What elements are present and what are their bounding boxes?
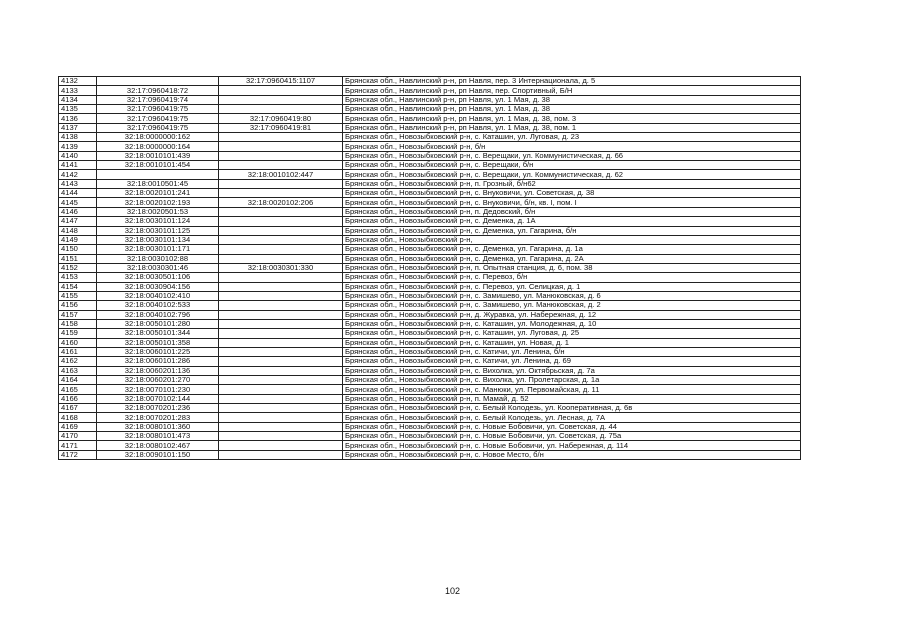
address-cell: Брянская обл., Навлинский р-н, рп Навля, ул. 1 Мая, д. 38, пом. 3 bbox=[343, 114, 801, 123]
property-register-body bbox=[59, 77, 801, 460]
land-cadastral-number-cell: 32:18:0040102:410 bbox=[97, 291, 219, 300]
table-row bbox=[59, 441, 801, 450]
row-number-cell: 4168 bbox=[59, 413, 97, 422]
property-register-table bbox=[58, 76, 801, 460]
building-cadastral-number-cell: 32:18:0030301:330 bbox=[219, 263, 343, 272]
land-cadastral-number-cell: 32:18:0000000:164 bbox=[97, 142, 219, 151]
table-row bbox=[59, 263, 801, 272]
row-number-cell: 4164 bbox=[59, 376, 97, 385]
table-row bbox=[59, 301, 801, 310]
address-cell: Брянская обл., Новозыбковский р-н, п. Опытная станция, д. 6, пом. 38 bbox=[343, 263, 801, 272]
row-number-cell: 4154 bbox=[59, 282, 97, 291]
table-row bbox=[59, 161, 801, 170]
table-row bbox=[59, 432, 801, 441]
row-number-cell: 4171 bbox=[59, 441, 97, 450]
table-row bbox=[59, 291, 801, 300]
land-cadastral-number-cell: 32:18:0020501:53 bbox=[97, 207, 219, 216]
building-cadastral-number-cell bbox=[219, 86, 343, 95]
table-row bbox=[59, 422, 801, 431]
address-cell: Брянская обл., Новозыбковский р-н, с. Деменка, ул. Гагарина, д. 2А bbox=[343, 254, 801, 263]
row-number-cell: 4162 bbox=[59, 357, 97, 366]
building-cadastral-number-cell bbox=[219, 179, 343, 188]
land-cadastral-number-cell: 32:17:0960418:72 bbox=[97, 86, 219, 95]
land-cadastral-number-cell: 32:18:0000000:162 bbox=[97, 133, 219, 142]
row-number-cell: 4134 bbox=[59, 95, 97, 104]
building-cadastral-number-cell bbox=[219, 413, 343, 422]
table-row bbox=[59, 179, 801, 188]
row-number-cell: 4156 bbox=[59, 301, 97, 310]
page-number: 102 bbox=[444, 586, 461, 596]
land-cadastral-number-cell: 32:18:0010101:439 bbox=[97, 151, 219, 160]
building-cadastral-number-cell bbox=[219, 282, 343, 291]
table-row bbox=[59, 310, 801, 319]
building-cadastral-number-cell bbox=[219, 376, 343, 385]
building-cadastral-number-cell bbox=[219, 291, 343, 300]
table-row bbox=[59, 413, 801, 422]
address-cell: Брянская обл., Новозыбковский р-н, с. Новые Бобовичи, ул. Советская, д. 75а bbox=[343, 432, 801, 441]
table-row bbox=[59, 319, 801, 328]
land-cadastral-number-cell bbox=[97, 170, 219, 179]
land-cadastral-number-cell: 32:18:0030301:46 bbox=[97, 263, 219, 272]
address-cell: Брянская обл., Новозыбковский р-н, п. Дедовский, б/н bbox=[343, 207, 801, 216]
address-cell: Брянская обл., Новозыбковский р-н, с. Замишево, ул. Манюковская, д. 6 bbox=[343, 291, 801, 300]
table-row bbox=[59, 151, 801, 160]
address-cell: Брянская обл., Новозыбковский р-н, с. Катичи, ул. Ленина, б/н bbox=[343, 347, 801, 356]
row-number-cell: 4159 bbox=[59, 329, 97, 338]
address-cell: Брянская обл., Новозыбковский р-н, с. Каташин, ул. Луговая, д. 23 bbox=[343, 133, 801, 142]
table-row bbox=[59, 95, 801, 104]
building-cadastral-number-cell bbox=[219, 432, 343, 441]
building-cadastral-number-cell bbox=[219, 404, 343, 413]
row-number-cell: 4146 bbox=[59, 207, 97, 216]
building-cadastral-number-cell bbox=[219, 133, 343, 142]
building-cadastral-number-cell bbox=[219, 189, 343, 198]
address-cell: Брянская обл., Новозыбковский р-н, с. Новое Место, б/н bbox=[343, 450, 801, 459]
row-number-cell: 4147 bbox=[59, 217, 97, 226]
address-cell: Брянская обл., Новозыбковский р-н, с. Каташин, ул. Луговая, д. 25 bbox=[343, 329, 801, 338]
land-cadastral-number-cell: 32:18:0070101:230 bbox=[97, 385, 219, 394]
land-cadastral-number-cell: 32:18:0030102:88 bbox=[97, 254, 219, 263]
address-cell: Брянская обл., Навлинский р-н, рп Навля, ул. 1 Мая, д. 38, пом. 1 bbox=[343, 123, 801, 132]
row-number-cell: 4150 bbox=[59, 245, 97, 254]
building-cadastral-number-cell bbox=[219, 226, 343, 235]
table-row bbox=[59, 86, 801, 95]
building-cadastral-number-cell bbox=[219, 394, 343, 403]
address-cell: Брянская обл., Новозыбковский р-н, с. Белый Колодезь, ул. Лесная, д. 7А bbox=[343, 413, 801, 422]
building-cadastral-number-cell bbox=[219, 422, 343, 431]
address-cell: Брянская обл., Новозыбковский р-н, с. Верещаки, ул. Коммунистическая, д. 62 bbox=[343, 170, 801, 179]
address-cell: Брянская обл., Новозыбковский р-н, с. Каташин, ул. Новая, д. 1 bbox=[343, 338, 801, 347]
building-cadastral-number-cell bbox=[219, 347, 343, 356]
table-row bbox=[59, 105, 801, 114]
address-cell: Брянская обл., Новозыбковский р-н, с. Деменка, ул. Гагарина, д. 1а bbox=[343, 245, 801, 254]
table-row bbox=[59, 133, 801, 142]
building-cadastral-number-cell bbox=[219, 235, 343, 244]
land-cadastral-number-cell: 32:18:0030101:125 bbox=[97, 226, 219, 235]
address-cell: Брянская обл., Новозыбковский р-н, с. Новые Бобовичи, ул. Набережная, д. 114 bbox=[343, 441, 801, 450]
row-number-cell: 4158 bbox=[59, 319, 97, 328]
row-number-cell: 4144 bbox=[59, 189, 97, 198]
address-cell: Брянская обл., Новозыбковский р-н, с. Катичи, ул. Ленина, д. 69 bbox=[343, 357, 801, 366]
land-cadastral-number-cell: 32:18:0030501:106 bbox=[97, 273, 219, 282]
building-cadastral-number-cell bbox=[219, 329, 343, 338]
row-number-cell: 4133 bbox=[59, 86, 97, 95]
row-number-cell: 4135 bbox=[59, 105, 97, 114]
row-number-cell: 4138 bbox=[59, 133, 97, 142]
table-row bbox=[59, 235, 801, 244]
table-row bbox=[59, 376, 801, 385]
address-cell: Брянская обл., Навлинский р-н, рп Навля, пер. 3 Интернационала, д. 5 bbox=[343, 77, 801, 86]
table-row bbox=[59, 114, 801, 123]
building-cadastral-number-cell bbox=[219, 151, 343, 160]
address-cell: Брянская обл., Новозыбковский р-н, с. Деменка, д. 1А bbox=[343, 217, 801, 226]
table-row bbox=[59, 329, 801, 338]
address-cell: Брянская обл., Новозыбковский р-н, с. Вихолка, ул. Октябрьская, д. 7а bbox=[343, 366, 801, 375]
address-cell: Брянская обл., Новозыбковский р-н, с. Перевоз, ул. Селицкая, д. 1 bbox=[343, 282, 801, 291]
land-cadastral-number-cell: 32:18:0050101:280 bbox=[97, 319, 219, 328]
address-cell: Брянская обл., Новозыбковский р-н, с. Внуковичи, б/н, кв. I, пом. I bbox=[343, 198, 801, 207]
building-cadastral-number-cell: 32:17:0960415:1107 bbox=[219, 77, 343, 86]
row-number-cell: 4165 bbox=[59, 385, 97, 394]
address-cell: Брянская обл., Новозыбковский р-н, с. Внуковичи, ул. Советская, д. 38 bbox=[343, 189, 801, 198]
table-row bbox=[59, 347, 801, 356]
table-row bbox=[59, 404, 801, 413]
land-cadastral-number-cell: 32:18:0040102:533 bbox=[97, 301, 219, 310]
land-cadastral-number-cell: 32:18:0060101:225 bbox=[97, 347, 219, 356]
row-number-cell: 4157 bbox=[59, 310, 97, 319]
row-number-cell: 4149 bbox=[59, 235, 97, 244]
address-cell: Брянская обл., Новозыбковский р-н, с. Замишево, ул. Манюковская, д. 2 bbox=[343, 301, 801, 310]
address-cell: Брянская обл., Новозыбковский р-н, д. Журавка, ул. Набережная, д. 12 bbox=[343, 310, 801, 319]
land-cadastral-number-cell: 32:18:0070201:283 bbox=[97, 413, 219, 422]
building-cadastral-number-cell bbox=[219, 142, 343, 151]
building-cadastral-number-cell bbox=[219, 385, 343, 394]
land-cadastral-number-cell: 32:18:0020102:193 bbox=[97, 198, 219, 207]
row-number-cell: 4136 bbox=[59, 114, 97, 123]
table-row bbox=[59, 357, 801, 366]
land-cadastral-number-cell: 32:17:0960419:75 bbox=[97, 123, 219, 132]
table-row bbox=[59, 254, 801, 263]
table-row bbox=[59, 142, 801, 151]
building-cadastral-number-cell bbox=[219, 441, 343, 450]
address-cell: Брянская обл., Новозыбковский р-н, с. Каташин, ул. Молодежная, д. 10 bbox=[343, 319, 801, 328]
row-number-cell: 4152 bbox=[59, 263, 97, 272]
table-row bbox=[59, 282, 801, 291]
row-number-cell: 4163 bbox=[59, 366, 97, 375]
address-cell: Брянская обл., Новозыбковский р-н, с. Манюки, ул. Первомайская, д. 11 bbox=[343, 385, 801, 394]
row-number-cell: 4153 bbox=[59, 273, 97, 282]
land-cadastral-number-cell: 32:18:0080102:467 bbox=[97, 441, 219, 450]
table-row bbox=[59, 394, 801, 403]
row-number-cell: 4155 bbox=[59, 291, 97, 300]
address-cell: Брянская обл., Новозыбковский р-н, с. Вихолка, ул. Пролетарская, д. 1а bbox=[343, 376, 801, 385]
table-row bbox=[59, 245, 801, 254]
row-number-cell: 4132 bbox=[59, 77, 97, 86]
table-row bbox=[59, 170, 801, 179]
row-number-cell: 4143 bbox=[59, 179, 97, 188]
table-row bbox=[59, 207, 801, 216]
land-cadastral-number-cell: 32:18:0050101:358 bbox=[97, 338, 219, 347]
building-cadastral-number-cell bbox=[219, 301, 343, 310]
land-cadastral-number-cell: 32:18:0060101:286 bbox=[97, 357, 219, 366]
building-cadastral-number-cell bbox=[219, 217, 343, 226]
table-row bbox=[59, 366, 801, 375]
land-cadastral-number-cell: 32:17:0960419:75 bbox=[97, 114, 219, 123]
address-cell: Брянская обл., Навлинский р-н, рп Навля, пер. Спортивный, Б/Н bbox=[343, 86, 801, 95]
building-cadastral-number-cell bbox=[219, 450, 343, 459]
table-row bbox=[59, 450, 801, 459]
building-cadastral-number-cell bbox=[219, 310, 343, 319]
land-cadastral-number-cell: 32:18:0050101:344 bbox=[97, 329, 219, 338]
land-cadastral-number-cell: 32:18:0030101:124 bbox=[97, 217, 219, 226]
land-cadastral-number-cell: 32:18:0010501:45 bbox=[97, 179, 219, 188]
building-cadastral-number-cell bbox=[219, 95, 343, 104]
building-cadastral-number-cell bbox=[219, 254, 343, 263]
row-number-cell: 4140 bbox=[59, 151, 97, 160]
row-number-cell: 4151 bbox=[59, 254, 97, 263]
row-number-cell: 4169 bbox=[59, 422, 97, 431]
row-number-cell: 4167 bbox=[59, 404, 97, 413]
address-cell: Брянская обл., Новозыбковский р-н, с. Деменка, ул. Гагарина, б/н bbox=[343, 226, 801, 235]
address-cell: Брянская обл., Новозыбковский р-н, п. Мамай, д. 52 bbox=[343, 394, 801, 403]
building-cadastral-number-cell: 32:17:0960419:80 bbox=[219, 114, 343, 123]
land-cadastral-number-cell bbox=[97, 77, 219, 86]
building-cadastral-number-cell: 32:17:0960419:81 bbox=[219, 123, 343, 132]
address-cell: Брянская обл., Новозыбковский р-н, с. Перевоз, б/н bbox=[343, 273, 801, 282]
land-cadastral-number-cell: 32:18:0030101:134 bbox=[97, 235, 219, 244]
building-cadastral-number-cell bbox=[219, 207, 343, 216]
table-row bbox=[59, 226, 801, 235]
building-cadastral-number-cell bbox=[219, 319, 343, 328]
land-cadastral-number-cell: 32:18:0010101:454 bbox=[97, 161, 219, 170]
table-row bbox=[59, 338, 801, 347]
row-number-cell: 4161 bbox=[59, 347, 97, 356]
row-number-cell: 4166 bbox=[59, 394, 97, 403]
building-cadastral-number-cell bbox=[219, 105, 343, 114]
land-cadastral-number-cell: 32:18:0020101:241 bbox=[97, 189, 219, 198]
building-cadastral-number-cell bbox=[219, 161, 343, 170]
land-cadastral-number-cell: 32:18:0070102:144 bbox=[97, 394, 219, 403]
building-cadastral-number-cell bbox=[219, 273, 343, 282]
building-cadastral-number-cell bbox=[219, 357, 343, 366]
row-number-cell: 4145 bbox=[59, 198, 97, 207]
table-row bbox=[59, 217, 801, 226]
table-row bbox=[59, 77, 801, 86]
address-cell: Брянская обл., Новозыбковский р-н, п. Грозный, б/н62 bbox=[343, 179, 801, 188]
address-cell: Брянская обл., Навлинский р-н, рп Навля, ул. 1 Мая, д. 38 bbox=[343, 95, 801, 104]
land-cadastral-number-cell: 32:17:0960419:74 bbox=[97, 95, 219, 104]
row-number-cell: 4142 bbox=[59, 170, 97, 179]
land-cadastral-number-cell: 32:17:0960419:75 bbox=[97, 105, 219, 114]
table-row bbox=[59, 189, 801, 198]
table-row bbox=[59, 198, 801, 207]
address-cell: Брянская обл., Новозыбковский р-н, с. Верещаки, ул. Коммунистическая, д. 66 bbox=[343, 151, 801, 160]
row-number-cell: 4172 bbox=[59, 450, 97, 459]
row-number-cell: 4141 bbox=[59, 161, 97, 170]
building-cadastral-number-cell bbox=[219, 245, 343, 254]
land-cadastral-number-cell: 32:18:0060201:136 bbox=[97, 366, 219, 375]
address-cell: Брянская обл., Навлинский р-н, рп Навля, ул. 1 Мая, д. 38 bbox=[343, 105, 801, 114]
address-cell: Брянская обл., Новозыбковский р-н, с. Белый Колодезь, ул. Кооперативная, д. 6в bbox=[343, 404, 801, 413]
table-row bbox=[59, 385, 801, 394]
land-cadastral-number-cell: 32:18:0060201:270 bbox=[97, 376, 219, 385]
building-cadastral-number-cell bbox=[219, 338, 343, 347]
building-cadastral-number-cell: 32:18:0010102:447 bbox=[219, 170, 343, 179]
land-cadastral-number-cell: 32:18:0090101:150 bbox=[97, 450, 219, 459]
row-number-cell: 4139 bbox=[59, 142, 97, 151]
row-number-cell: 4170 bbox=[59, 432, 97, 441]
row-number-cell: 4160 bbox=[59, 338, 97, 347]
land-cadastral-number-cell: 32:18:0080101:473 bbox=[97, 432, 219, 441]
building-cadastral-number-cell: 32:18:0020102:206 bbox=[219, 198, 343, 207]
land-cadastral-number-cell: 32:18:0080101:360 bbox=[97, 422, 219, 431]
table-row bbox=[59, 273, 801, 282]
address-cell: Брянская обл., Новозыбковский р-н, с. Новые Бобовичи, ул. Советская, д. 44 bbox=[343, 422, 801, 431]
address-cell: Брянская обл., Новозыбковский р-н, б/н bbox=[343, 142, 801, 151]
address-cell: Брянская обл., Новозыбковский р-н, с. Верещаки, б/н bbox=[343, 161, 801, 170]
land-cadastral-number-cell: 32:18:0030101:171 bbox=[97, 245, 219, 254]
row-number-cell: 4148 bbox=[59, 226, 97, 235]
building-cadastral-number-cell bbox=[219, 366, 343, 375]
address-cell: Брянская обл., Новозыбковский р-н, bbox=[343, 235, 801, 244]
land-cadastral-number-cell: 32:18:0030904:156 bbox=[97, 282, 219, 291]
land-cadastral-number-cell: 32:18:0040102:796 bbox=[97, 310, 219, 319]
land-cadastral-number-cell: 32:18:0070201:236 bbox=[97, 404, 219, 413]
row-number-cell: 4137 bbox=[59, 123, 97, 132]
table-row bbox=[59, 123, 801, 132]
